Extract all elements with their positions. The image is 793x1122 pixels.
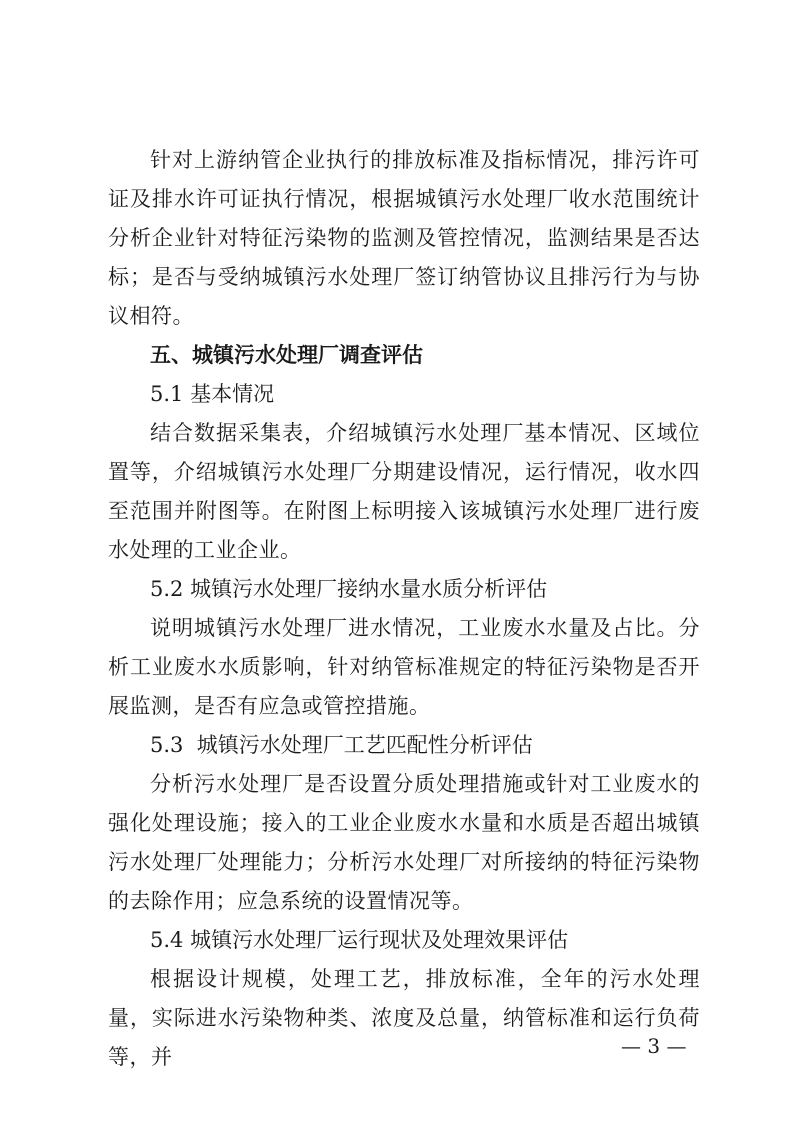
subsection-heading-5-3: 5.3 城镇污水处理厂工艺匹配性分析评估 bbox=[150, 733, 533, 757]
paragraph-upstream-enterprises: 针对上游纳管企业执行的排放标准及指标情况，排污许可证及排水许可证执行情况，根据城镇污水处理厂收水范围统计分析企业针对特征污染物的监测及管控情况，监测结果是否达标；是否与受纳城镇污水处理厂签订纳管协议且排污行为与协议相符。 bbox=[108, 148, 700, 328]
subsection-heading-5-1: 5.1 基本情况 bbox=[150, 382, 275, 406]
subsection-heading-5-2: 5.2 城镇污水处理厂接纳水量水质分析评估 bbox=[150, 577, 548, 601]
page-number: — 3 — bbox=[621, 1034, 687, 1058]
paragraph-water-quality: 说明城镇污水处理厂进水情况，工业废水水量及占比。分析工业废水水质影响，针对纳管标准规定的特征污染物是否开展监测，是否有应急或管控措施。 bbox=[108, 616, 700, 718]
document-body bbox=[108, 141, 700, 1077]
section-heading-5: 五、城镇污水处理厂调查评估 bbox=[150, 343, 423, 367]
paragraph-process-matching: 分析污水处理厂是否设置分质处理措施或针对工业废水的强化处理设施；接入的工业企业废水水量和水质是否超出城镇污水处理厂处理能力；分析污水处理厂对所接纳的特征污染物的去除作用；应急系统的设置情况等。 bbox=[108, 772, 700, 913]
paragraph-operation-status: 根据设计规模，处理工艺，排放标准，全年的污水处理量，实际进水污染物种类、浓度及总量，纳管标准和运行负荷等，并 bbox=[108, 967, 700, 1069]
paragraph-basic-info: 结合数据采集表，介绍城镇污水处理厂基本情况、区域位置等，介绍城镇污水处理厂分期建设情况，运行情况，收水四至范围并附图等。在附图上标明接入该城镇污水处理厂进行废水处理的工业企业。 bbox=[108, 421, 700, 562]
subsection-heading-5-4: 5.4 城镇污水处理厂运行现状及处理效果评估 bbox=[150, 928, 569, 952]
